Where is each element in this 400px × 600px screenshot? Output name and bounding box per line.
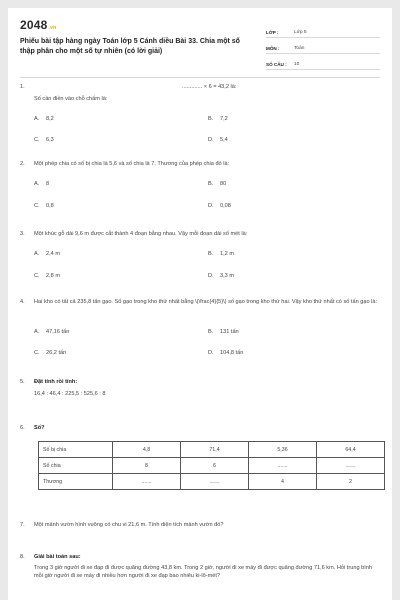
option-text: 47,16 tấn	[46, 329, 70, 335]
question-number: 2.	[20, 161, 25, 167]
option-c[interactable]	[34, 350, 66, 356]
option-letter: C.	[34, 350, 40, 356]
table-cell: 2	[317, 474, 385, 490]
question-number: 8.	[20, 554, 25, 560]
option-letter: D.	[208, 350, 214, 356]
meta-label: LỚP :	[266, 30, 279, 35]
header-divider	[20, 77, 380, 78]
question-5-text: 16,4 : 46,4 : 225,5 : 525,6 : 8	[34, 391, 106, 397]
question-number: 7.	[20, 522, 25, 528]
option-text: 8,2	[46, 116, 54, 122]
meta-value: Lớp 5	[294, 30, 307, 35]
option-letter: B.	[208, 181, 214, 187]
table-cell: 8	[113, 458, 181, 474]
option-b[interactable]	[208, 116, 228, 122]
option-d[interactable]	[208, 350, 243, 356]
table-cell: 4	[249, 474, 317, 490]
option-text: 104,8 tấn	[220, 350, 244, 356]
table-row	[39, 458, 385, 474]
option-letter: B.	[208, 251, 214, 257]
option-letter: D.	[208, 137, 214, 143]
question-1-expression: ............. × 6 = 43,2 là:	[182, 84, 237, 90]
row-label: Thương	[39, 474, 113, 490]
question-6-heading: Số?	[34, 425, 45, 431]
option-text: 1,2 m	[220, 251, 234, 257]
option-text: 3,3 m	[220, 273, 234, 279]
table-cell-blank[interactable]: .......	[317, 458, 385, 474]
table-cell: 6	[181, 458, 249, 474]
question-number: 6.	[20, 425, 25, 431]
option-a[interactable]	[34, 181, 49, 187]
option-letter: A.	[34, 116, 40, 122]
option-text: 5,4	[220, 137, 228, 143]
option-letter: C.	[34, 203, 40, 209]
question-3-text: Một khúc gỗ dài 9,6 m được cắt thành 4 đoạn bằng nhau. Vậy mỗi đoạn dài số mét là:	[34, 231, 248, 237]
logo-text: 2048	[20, 18, 48, 32]
logo-suffix: .vn	[48, 25, 57, 31]
question-number: 3.	[20, 231, 25, 237]
table-cell: 4,8	[113, 442, 181, 458]
meta-row-subject	[266, 38, 380, 54]
option-text: 0,08	[220, 203, 231, 209]
option-c[interactable]	[34, 137, 54, 143]
option-d[interactable]	[208, 137, 228, 143]
table-row	[39, 474, 385, 490]
table-cell-blank[interactable]: .......	[181, 474, 249, 490]
option-letter: A.	[34, 329, 40, 335]
option-text: 131 tấn	[220, 329, 239, 335]
meta-value: Toán	[294, 46, 305, 51]
division-table	[38, 441, 385, 490]
question-number: 1.	[20, 84, 25, 90]
question-7-text: Một mảnh vườn hình vuông có chu vi 21,6 m. Tính diện tích mảnh vườn đó?	[34, 522, 224, 528]
row-label: Số chia	[39, 458, 113, 474]
option-b[interactable]	[208, 251, 234, 257]
option-letter: D.	[208, 273, 214, 279]
option-letter: D.	[208, 203, 214, 209]
meta-row-question-count	[266, 54, 380, 70]
option-letter: B.	[208, 329, 214, 335]
table-cell: 5,36	[249, 442, 317, 458]
option-text: 26,2 tấn	[46, 350, 67, 356]
option-letter: C.	[34, 137, 40, 143]
meta-row-class	[266, 22, 380, 38]
table-cell-blank[interactable]: .......	[249, 458, 317, 474]
question-number: 4.	[20, 299, 25, 305]
table-cell-blank[interactable]: .......	[113, 474, 181, 490]
question-1-text: Số cần điền vào chỗ chấm là:	[34, 96, 108, 102]
question-8-text: Trong 3 giờ người đi xe đạp đi được quãng đường 43,8 km. Trong 2 giờ, người đi xe máy đi được quãng đường 71,6 km. Hỏi trung bình mỗi giờ người đi xe máy đi nhiều hơn người đi xe đạp bao nhiêu ki-lô-mét?	[34, 565, 372, 579]
option-letter: B.	[208, 116, 214, 122]
option-d[interactable]	[208, 273, 234, 279]
option-text: 7,2	[220, 116, 228, 122]
option-text: 80	[220, 181, 227, 187]
question-number: 5.	[20, 379, 25, 385]
option-text: 2,4 m	[46, 251, 60, 257]
worksheet-page	[8, 8, 392, 600]
option-text: 6,3	[46, 137, 54, 143]
worksheet-meta	[266, 22, 380, 70]
option-text: 2,8 m	[46, 273, 60, 279]
option-b[interactable]	[208, 181, 226, 187]
option-b[interactable]	[208, 329, 239, 335]
meta-label: MÔN :	[266, 46, 280, 51]
question-2-text: Một phép chia có số bị chia là 5,6 và số chia là 7. Thương của phép chia đó là:	[34, 161, 230, 167]
table-row	[39, 442, 385, 458]
option-d[interactable]	[208, 203, 231, 209]
option-letter: A.	[34, 251, 40, 257]
option-c[interactable]	[34, 203, 54, 209]
option-c[interactable]	[34, 273, 60, 279]
table-cell: 71,4	[181, 442, 249, 458]
option-text: 0,8	[46, 203, 54, 209]
option-a[interactable]	[34, 329, 69, 335]
meta-label: SỐ CÂU :	[266, 62, 287, 67]
question-5-heading: Đặt tính rồi tính:	[34, 379, 78, 385]
question-4-text: Hai kho có tất cả 235,8 tấn gạo. Số gạo trong kho thứ nhất bằng \(\frac{4}{5}\) số gạo trong kho thứ hai. Vậy kho thứ nhất có số tấn gạo là:	[34, 299, 378, 305]
meta-value: 10	[294, 62, 300, 67]
option-a[interactable]	[34, 251, 60, 257]
option-letter: A.	[34, 181, 40, 187]
option-a[interactable]	[34, 116, 54, 122]
row-label: Số bị chia	[39, 442, 113, 458]
site-logo[interactable]	[20, 18, 56, 32]
table-cell: 64,4	[317, 442, 385, 458]
worksheet-title: Phiếu bài tập hàng ngày Toán lớp 5 Cánh diều Bài 33. Chia một số thập phân cho một số tự nhiên (có lời giải)	[20, 38, 240, 55]
worksheet-header	[20, 18, 380, 68]
option-letter: C.	[34, 273, 40, 279]
question-8-heading: Giải bài toán sau:	[34, 554, 81, 560]
option-text: 8	[46, 181, 50, 187]
